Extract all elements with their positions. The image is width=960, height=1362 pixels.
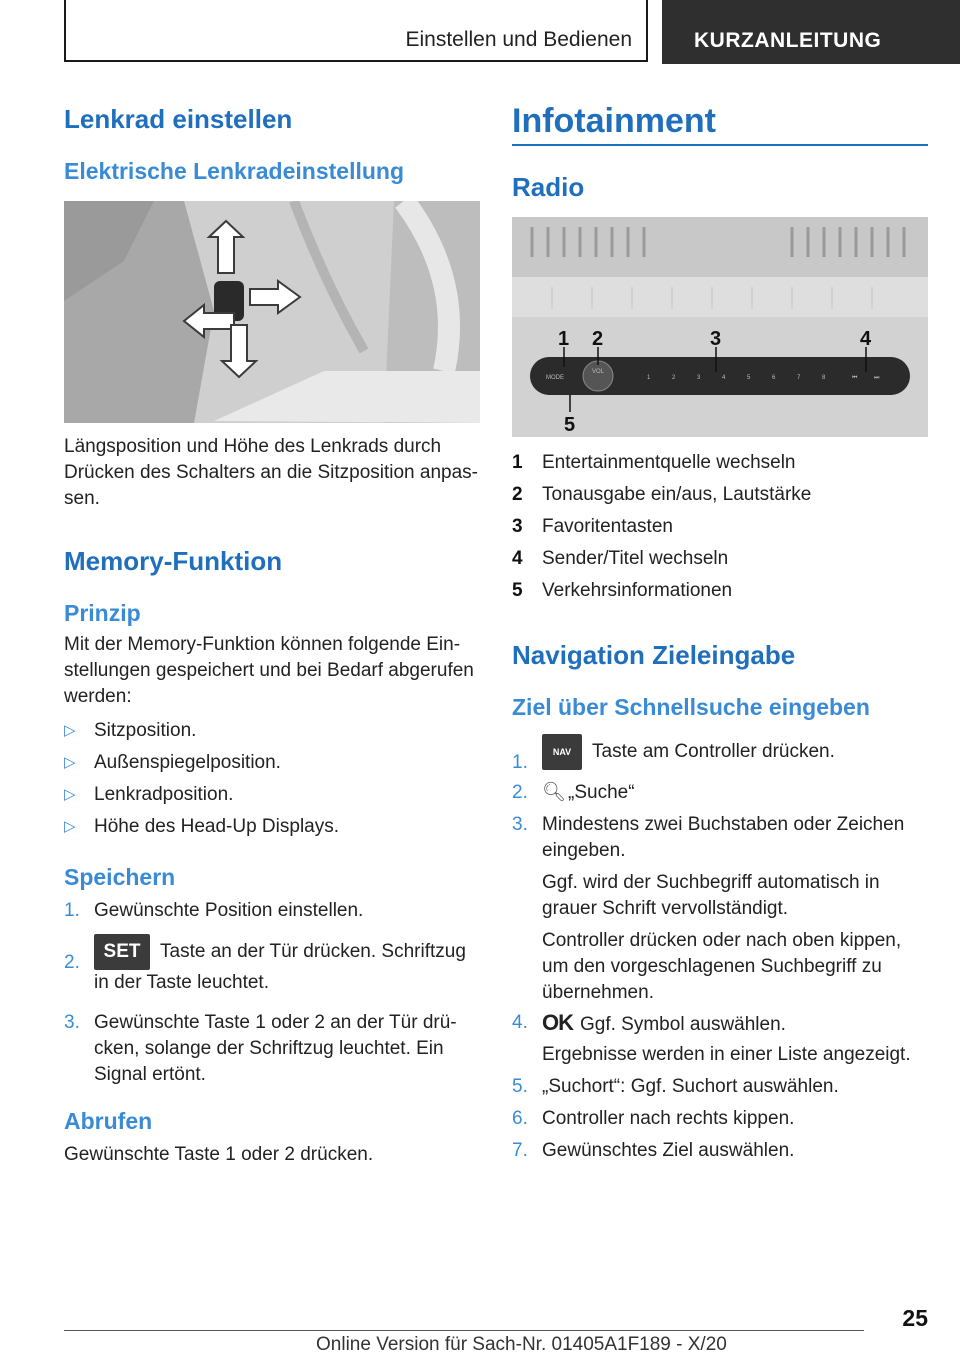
section-title: Einstellen und Bedienen bbox=[405, 28, 632, 51]
page-number: 25 bbox=[902, 1305, 928, 1331]
memory-heading: Memory-Funktion bbox=[64, 546, 283, 576]
heading-rule bbox=[512, 144, 928, 146]
preset-key-label: 6 bbox=[772, 375, 776, 381]
triangle-bullet-icon: ▷ bbox=[64, 786, 76, 803]
mode-button-label: MODE bbox=[546, 375, 564, 381]
radio-figure bbox=[512, 217, 928, 437]
recall-text: Gewünschte Taste 1 oder 2 drücken. bbox=[64, 1144, 374, 1165]
triangle-bullet-icon: ▷ bbox=[64, 818, 76, 835]
navigation-heading: Navigation Zieleingabe bbox=[512, 640, 796, 670]
search-icon: 🔍︎ bbox=[542, 782, 567, 803]
section-tab bbox=[64, 0, 648, 62]
quick-search-heading: Ziel über Schnellsuche eingeben bbox=[512, 694, 870, 720]
nav-step-body: NAV Taste am Controller drücken. bbox=[542, 734, 928, 770]
guide-title: KURZANLEITUNG bbox=[694, 29, 882, 52]
infotainment-heading: Infotainment bbox=[512, 102, 716, 140]
nav-key-icon: NAV bbox=[542, 734, 582, 770]
triangle-bullet-icon: ▷ bbox=[64, 722, 76, 739]
steering-description: Längsposition und Höhe des Lenkrads durch Drücken des Schalters an die Sitzposition anpas-sen. bbox=[64, 436, 479, 509]
radio-callout: 4 bbox=[860, 328, 872, 350]
radio-heading: Radio bbox=[512, 172, 585, 202]
preset-key-label: 7 bbox=[797, 375, 801, 381]
footer-rule bbox=[64, 1330, 864, 1331]
page-header bbox=[64, 0, 960, 64]
save-step-body: SET Taste an der Tür drücken. Schriftzug in der Taste leuchtet. bbox=[94, 934, 480, 996]
seek-forward-icon: ⏭ bbox=[874, 375, 880, 381]
guide-tab bbox=[662, 0, 960, 64]
steering-adjust-illustration bbox=[64, 201, 480, 423]
set-key-icon: SET bbox=[94, 934, 150, 970]
principle-text: Mit der Memory-Funktion können folgende Ein-stellungen gespeichert und bei Bedarf abgerufen werden: bbox=[64, 634, 474, 707]
nav-step-body: OK Ggf. Symbol auswählen. bbox=[542, 1010, 786, 1035]
radio-callout: 3 bbox=[710, 328, 722, 350]
preset-key-label: 2 bbox=[672, 375, 676, 381]
preset-key-label: 1 bbox=[647, 375, 651, 381]
radio-callout: 1 bbox=[558, 328, 570, 350]
recall-heading: Abrufen bbox=[64, 1108, 153, 1134]
preset-key-label: 8 bbox=[822, 375, 826, 381]
nav-step-body: 🔍︎„Suche“ bbox=[542, 780, 928, 806]
radio-callout: 5 bbox=[564, 414, 576, 436]
steering-heading: Lenkrad einstellen bbox=[64, 104, 293, 134]
preset-key-label: 4 bbox=[722, 375, 726, 381]
seek-back-icon: ⏮ bbox=[852, 375, 858, 381]
principle-heading: Prinzip bbox=[64, 600, 141, 626]
ok-icon: OK bbox=[542, 1010, 573, 1035]
electric-steering-heading: Elektrische Lenkradeinstellung bbox=[64, 158, 405, 184]
triangle-bullet-icon: ▷ bbox=[64, 754, 76, 771]
save-heading: Speichern bbox=[64, 864, 176, 890]
radio-panel-illustration bbox=[512, 217, 928, 437]
radio-callout: 2 bbox=[592, 328, 604, 350]
steering-adjust-figure bbox=[64, 201, 480, 423]
vol-knob-label: VOL bbox=[592, 369, 605, 375]
footer-text: Online Version für Sach-Nr. 01405A1F189 - X/20 bbox=[316, 1334, 727, 1355]
preset-key-label: 3 bbox=[697, 375, 701, 381]
preset-key-label: 5 bbox=[747, 375, 751, 381]
